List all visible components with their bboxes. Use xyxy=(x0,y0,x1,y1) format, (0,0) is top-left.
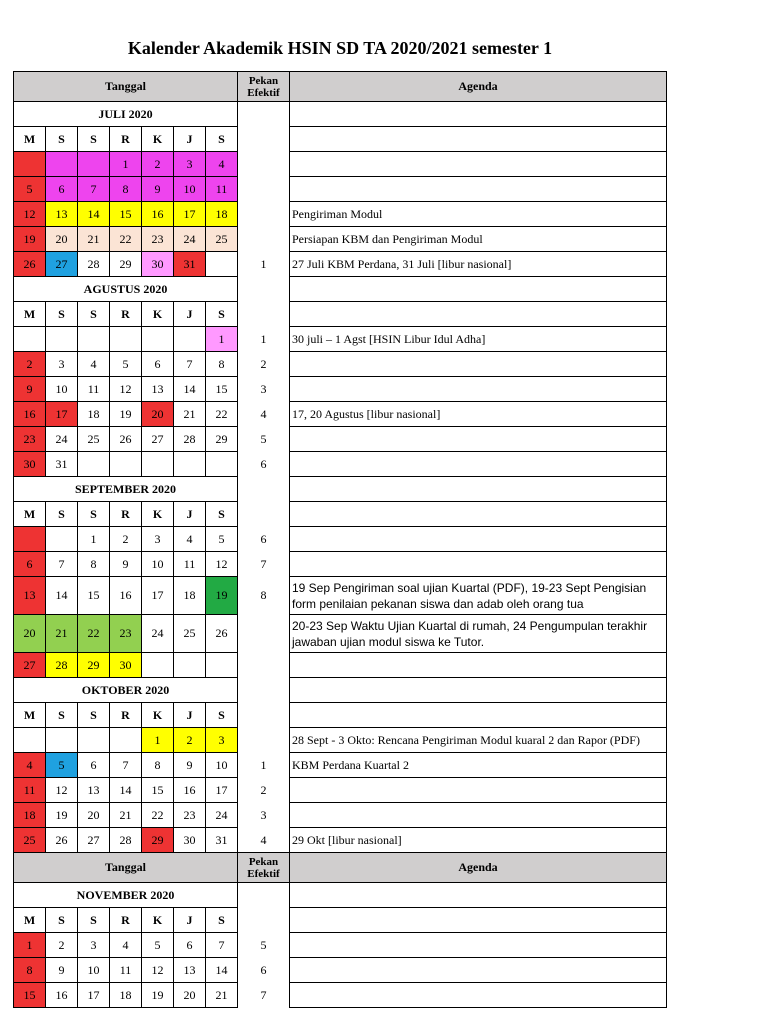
day-cell: 18 xyxy=(109,982,142,1008)
day-cell: 9 xyxy=(109,551,142,577)
agenda-cell: 20-23 Sep Waktu Ujian Kuartal di rumah, 24 Pengumpulan terakhir jawaban ujian modul siswa ke Tutor. xyxy=(289,614,667,653)
day-cell: 10 xyxy=(141,551,174,577)
day-cell xyxy=(77,151,110,177)
agenda-cell xyxy=(289,677,667,703)
day-header: R xyxy=(109,126,142,152)
day-header: M xyxy=(13,907,46,933)
pekan-cell: 4 xyxy=(237,827,290,853)
agenda-cell xyxy=(289,702,667,728)
agenda-cell: 30 juli – 1 Agst [HSIN Libur Idul Adha] xyxy=(289,326,667,352)
day-header: M xyxy=(13,501,46,527)
day-cell: 21 xyxy=(205,982,238,1008)
day-cell: 14 xyxy=(45,576,78,615)
day-cell: 2 xyxy=(173,727,206,753)
day-header: S xyxy=(45,702,78,728)
pekan-cell: 5 xyxy=(237,932,290,958)
day-cell: 28 xyxy=(173,426,206,452)
day-cell: 14 xyxy=(173,376,206,402)
day-cell: 16 xyxy=(173,777,206,803)
day-header: S xyxy=(77,702,110,728)
day-cell: 27 xyxy=(77,827,110,853)
month-name: NOVEMBER 2020 xyxy=(13,882,238,908)
day-cell: 5 xyxy=(13,176,46,202)
day-header: K xyxy=(141,702,174,728)
day-cell: 22 xyxy=(77,614,110,653)
day-cell: 19 xyxy=(141,982,174,1008)
day-cell xyxy=(173,652,206,678)
pekan-cell: 1 xyxy=(237,752,290,778)
pekan-cell: 3 xyxy=(237,376,290,402)
day-cell: 18 xyxy=(173,576,206,615)
pekan-cell: 1 xyxy=(237,326,290,352)
pekan-cell xyxy=(237,882,290,908)
pekan-cell: 2 xyxy=(237,777,290,803)
day-cell xyxy=(77,326,110,352)
agenda-cell xyxy=(289,982,667,1008)
day-cell: 18 xyxy=(77,401,110,427)
pekan-cell xyxy=(237,727,290,753)
pekan-cell xyxy=(237,677,290,703)
day-cell: 24 xyxy=(45,426,78,452)
day-cell: 5 xyxy=(205,526,238,552)
day-cell: 19 xyxy=(109,401,142,427)
day-cell: 19 xyxy=(45,802,78,828)
day-cell: 1 xyxy=(77,526,110,552)
day-cell: 15 xyxy=(13,982,46,1008)
day-header: J xyxy=(173,702,206,728)
agenda-cell xyxy=(289,426,667,452)
day-cell xyxy=(109,727,142,753)
pekan-cell xyxy=(237,652,290,678)
day-cell: 12 xyxy=(109,376,142,402)
day-cell: 16 xyxy=(109,576,142,615)
month-name: JULI 2020 xyxy=(13,101,238,127)
day-cell: 5 xyxy=(109,351,142,377)
agenda-cell xyxy=(289,882,667,908)
day-cell xyxy=(45,326,78,352)
day-header: R xyxy=(109,301,142,327)
agenda-cell xyxy=(289,652,667,678)
agenda-cell: 27 Juli KBM Perdana, 31 Juli [libur nasional] xyxy=(289,251,667,277)
day-cell: 20 xyxy=(141,401,174,427)
day-cell: 13 xyxy=(141,376,174,402)
day-cell: 7 xyxy=(205,932,238,958)
day-cell xyxy=(13,526,46,552)
pekan-cell xyxy=(237,201,290,227)
day-cell xyxy=(77,451,110,477)
pekan-cell: 7 xyxy=(237,551,290,577)
day-cell: 23 xyxy=(141,226,174,252)
day-cell: 25 xyxy=(13,827,46,853)
day-cell: 13 xyxy=(173,957,206,983)
day-cell: 3 xyxy=(173,151,206,177)
day-cell: 21 xyxy=(173,401,206,427)
day-cell: 8 xyxy=(109,176,142,202)
pekan-cell xyxy=(237,276,290,302)
pekan-cell xyxy=(237,151,290,177)
day-cell: 2 xyxy=(141,151,174,177)
agenda-cell: 17, 20 Agustus [libur nasional] xyxy=(289,401,667,427)
day-cell: 25 xyxy=(205,226,238,252)
agenda-cell: 28 Sept - 3 Okto: Rencana Pengiriman Modul kuaral 2 dan Rapor (PDF) xyxy=(289,727,667,753)
day-cell: 16 xyxy=(141,201,174,227)
pekan-efektif-header: Pekan Efektif xyxy=(237,852,290,883)
day-header: M xyxy=(13,702,46,728)
agenda-header: Agenda xyxy=(289,71,667,102)
day-cell xyxy=(13,151,46,177)
day-cell: 15 xyxy=(141,777,174,803)
day-header: J xyxy=(173,501,206,527)
day-cell: 1 xyxy=(13,932,46,958)
day-header: K xyxy=(141,501,174,527)
day-cell: 4 xyxy=(13,752,46,778)
day-cell: 21 xyxy=(77,226,110,252)
pekan-cell xyxy=(237,614,290,653)
day-cell xyxy=(141,326,174,352)
agenda-cell xyxy=(289,451,667,477)
day-cell: 7 xyxy=(109,752,142,778)
day-cell xyxy=(205,251,238,277)
day-header: S xyxy=(45,301,78,327)
day-cell: 24 xyxy=(141,614,174,653)
day-cell xyxy=(13,326,46,352)
agenda-cell: KBM Perdana Kuartal 2 xyxy=(289,752,667,778)
day-cell: 28 xyxy=(45,652,78,678)
month-name: AGUSTUS 2020 xyxy=(13,276,238,302)
day-cell: 27 xyxy=(141,426,174,452)
day-cell xyxy=(77,727,110,753)
agenda-cell xyxy=(289,476,667,502)
day-cell: 1 xyxy=(205,326,238,352)
day-header: M xyxy=(13,126,46,152)
day-cell: 16 xyxy=(45,982,78,1008)
agenda-cell xyxy=(289,932,667,958)
day-header: S xyxy=(45,126,78,152)
pekan-cell: 1 xyxy=(237,251,290,277)
tanggal-header: Tanggal xyxy=(13,71,238,102)
day-cell: 7 xyxy=(173,351,206,377)
pekan-cell xyxy=(237,501,290,527)
agenda-cell xyxy=(289,957,667,983)
day-cell: 23 xyxy=(13,426,46,452)
day-cell: 19 xyxy=(205,576,238,615)
day-cell: 4 xyxy=(173,526,206,552)
day-cell xyxy=(141,451,174,477)
pekan-cell: 6 xyxy=(237,526,290,552)
day-cell: 30 xyxy=(173,827,206,853)
agenda-cell xyxy=(289,802,667,828)
pekan-cell xyxy=(237,101,290,127)
pekan-cell xyxy=(237,907,290,933)
day-cell: 11 xyxy=(13,777,46,803)
day-cell: 15 xyxy=(109,201,142,227)
day-header: M xyxy=(13,301,46,327)
day-cell xyxy=(109,326,142,352)
day-cell: 29 xyxy=(205,426,238,452)
page-title: Kalender Akademik HSIN SD TA 2020/2021 semester 1 xyxy=(127,38,553,58)
day-header: S xyxy=(77,907,110,933)
day-header: R xyxy=(109,907,142,933)
agenda-cell: Persiapan KBM dan Pengiriman Modul xyxy=(289,226,667,252)
day-cell: 14 xyxy=(77,201,110,227)
agenda-cell: 29 Okt [libur nasional] xyxy=(289,827,667,853)
agenda-cell xyxy=(289,376,667,402)
day-cell: 22 xyxy=(109,226,142,252)
day-cell: 12 xyxy=(45,777,78,803)
day-cell: 3 xyxy=(205,727,238,753)
agenda-cell: Pengiriman Modul xyxy=(289,201,667,227)
day-header: S xyxy=(205,702,238,728)
day-cell: 26 xyxy=(109,426,142,452)
day-cell: 31 xyxy=(205,827,238,853)
day-header: S xyxy=(77,501,110,527)
day-cell: 6 xyxy=(77,752,110,778)
agenda-header: Agenda xyxy=(289,852,667,883)
day-cell: 26 xyxy=(45,827,78,853)
day-cell: 29 xyxy=(141,827,174,853)
day-cell: 25 xyxy=(173,614,206,653)
day-cell: 26 xyxy=(205,614,238,653)
agenda-cell xyxy=(289,526,667,552)
pekan-cell xyxy=(237,226,290,252)
day-cell: 23 xyxy=(173,802,206,828)
day-header: R xyxy=(109,501,142,527)
agenda-cell xyxy=(289,151,667,177)
agenda-cell: 19 Sep Pengiriman soal ujian Kuartal (PDF), 19-23 Sept Pengisian form penilaian pekanan siswa dan adab oleh orang tua xyxy=(289,576,667,615)
day-cell: 31 xyxy=(45,451,78,477)
day-cell: 3 xyxy=(45,351,78,377)
day-cell xyxy=(205,652,238,678)
tanggal-header: Tanggal xyxy=(13,852,238,883)
day-cell: 13 xyxy=(13,576,46,615)
pekan-cell: 8 xyxy=(237,576,290,615)
day-cell: 24 xyxy=(205,802,238,828)
day-cell: 24 xyxy=(173,226,206,252)
agenda-cell xyxy=(289,351,667,377)
day-header: K xyxy=(141,126,174,152)
day-cell xyxy=(141,652,174,678)
day-cell: 7 xyxy=(45,551,78,577)
pekan-cell: 4 xyxy=(237,401,290,427)
agenda-cell xyxy=(289,907,667,933)
day-cell: 19 xyxy=(13,226,46,252)
day-cell: 9 xyxy=(45,957,78,983)
day-cell: 15 xyxy=(205,376,238,402)
day-cell: 5 xyxy=(45,752,78,778)
day-cell: 20 xyxy=(45,226,78,252)
day-cell xyxy=(205,451,238,477)
month-name: OKTOBER 2020 xyxy=(13,677,238,703)
day-cell: 6 xyxy=(141,351,174,377)
day-cell: 17 xyxy=(205,777,238,803)
day-cell: 21 xyxy=(109,802,142,828)
day-header: S xyxy=(77,126,110,152)
agenda-cell xyxy=(289,126,667,152)
day-cell: 23 xyxy=(109,614,142,653)
day-cell: 12 xyxy=(141,957,174,983)
pekan-cell xyxy=(237,301,290,327)
month-name: SEPTEMBER 2020 xyxy=(13,476,238,502)
day-cell: 27 xyxy=(45,251,78,277)
day-cell: 10 xyxy=(173,176,206,202)
day-cell: 1 xyxy=(109,151,142,177)
pekan-cell: 6 xyxy=(237,451,290,477)
day-cell: 22 xyxy=(141,802,174,828)
agenda-cell xyxy=(289,501,667,527)
day-cell: 9 xyxy=(141,176,174,202)
agenda-cell xyxy=(289,301,667,327)
day-header: J xyxy=(173,907,206,933)
agenda-cell xyxy=(289,176,667,202)
day-cell: 26 xyxy=(13,251,46,277)
day-cell: 11 xyxy=(205,176,238,202)
day-cell: 21 xyxy=(45,614,78,653)
pekan-efektif-header: Pekan Efektif xyxy=(237,71,290,102)
day-cell: 30 xyxy=(141,251,174,277)
day-cell: 14 xyxy=(205,957,238,983)
day-cell xyxy=(45,151,78,177)
day-cell: 9 xyxy=(13,376,46,402)
day-header: S xyxy=(77,301,110,327)
day-cell: 12 xyxy=(205,551,238,577)
day-cell: 28 xyxy=(77,251,110,277)
day-header: S xyxy=(205,126,238,152)
day-cell: 30 xyxy=(13,451,46,477)
day-cell: 29 xyxy=(109,251,142,277)
day-cell: 18 xyxy=(13,802,46,828)
day-cell: 11 xyxy=(77,376,110,402)
day-cell: 17 xyxy=(77,982,110,1008)
day-cell: 30 xyxy=(109,652,142,678)
day-cell: 4 xyxy=(205,151,238,177)
day-cell: 8 xyxy=(77,551,110,577)
day-cell: 4 xyxy=(77,351,110,377)
pekan-cell: 6 xyxy=(237,957,290,983)
day-header: K xyxy=(141,907,174,933)
day-cell: 2 xyxy=(13,351,46,377)
pekan-cell: 3 xyxy=(237,802,290,828)
pekan-cell xyxy=(237,176,290,202)
day-header: S xyxy=(205,907,238,933)
day-cell: 7 xyxy=(77,176,110,202)
day-cell: 11 xyxy=(109,957,142,983)
agenda-cell xyxy=(289,101,667,127)
day-cell xyxy=(13,727,46,753)
day-cell: 25 xyxy=(77,426,110,452)
agenda-cell xyxy=(289,551,667,577)
day-cell: 22 xyxy=(205,401,238,427)
day-header: K xyxy=(141,301,174,327)
day-cell: 6 xyxy=(45,176,78,202)
day-cell: 27 xyxy=(13,652,46,678)
day-cell: 20 xyxy=(13,614,46,653)
day-cell xyxy=(109,451,142,477)
day-cell: 17 xyxy=(141,576,174,615)
day-cell: 4 xyxy=(109,932,142,958)
day-cell: 17 xyxy=(45,401,78,427)
pekan-cell: 5 xyxy=(237,426,290,452)
day-header: S xyxy=(45,907,78,933)
agenda-cell xyxy=(289,276,667,302)
pekan-cell xyxy=(237,702,290,728)
pekan-cell: 2 xyxy=(237,351,290,377)
day-cell: 12 xyxy=(13,201,46,227)
pekan-cell xyxy=(237,126,290,152)
agenda-cell xyxy=(289,777,667,803)
day-cell: 3 xyxy=(77,932,110,958)
day-cell: 1 xyxy=(141,727,174,753)
day-header: S xyxy=(205,301,238,327)
day-header: S xyxy=(45,501,78,527)
day-cell xyxy=(45,526,78,552)
day-cell: 5 xyxy=(141,932,174,958)
day-cell xyxy=(173,326,206,352)
pekan-cell: 7 xyxy=(237,982,290,1008)
day-cell xyxy=(173,451,206,477)
day-cell: 15 xyxy=(77,576,110,615)
day-header: S xyxy=(205,501,238,527)
day-cell: 8 xyxy=(205,351,238,377)
day-cell: 16 xyxy=(13,401,46,427)
day-cell: 13 xyxy=(45,201,78,227)
day-cell: 3 xyxy=(141,526,174,552)
day-cell: 10 xyxy=(77,957,110,983)
day-header: R xyxy=(109,702,142,728)
day-cell: 8 xyxy=(13,957,46,983)
day-cell: 13 xyxy=(77,777,110,803)
day-cell: 2 xyxy=(45,932,78,958)
day-cell xyxy=(45,727,78,753)
day-cell: 29 xyxy=(77,652,110,678)
day-cell: 20 xyxy=(173,982,206,1008)
day-cell: 28 xyxy=(109,827,142,853)
day-header: J xyxy=(173,126,206,152)
day-cell: 14 xyxy=(109,777,142,803)
day-cell: 8 xyxy=(141,752,174,778)
day-cell: 2 xyxy=(109,526,142,552)
pekan-cell xyxy=(237,476,290,502)
day-cell: 17 xyxy=(173,201,206,227)
day-cell: 11 xyxy=(173,551,206,577)
day-cell: 6 xyxy=(13,551,46,577)
day-cell: 10 xyxy=(205,752,238,778)
day-cell: 10 xyxy=(45,376,78,402)
day-cell: 31 xyxy=(173,251,206,277)
day-cell: 18 xyxy=(205,201,238,227)
day-cell: 20 xyxy=(77,802,110,828)
day-header: J xyxy=(173,301,206,327)
day-cell: 6 xyxy=(173,932,206,958)
day-cell: 9 xyxy=(173,752,206,778)
